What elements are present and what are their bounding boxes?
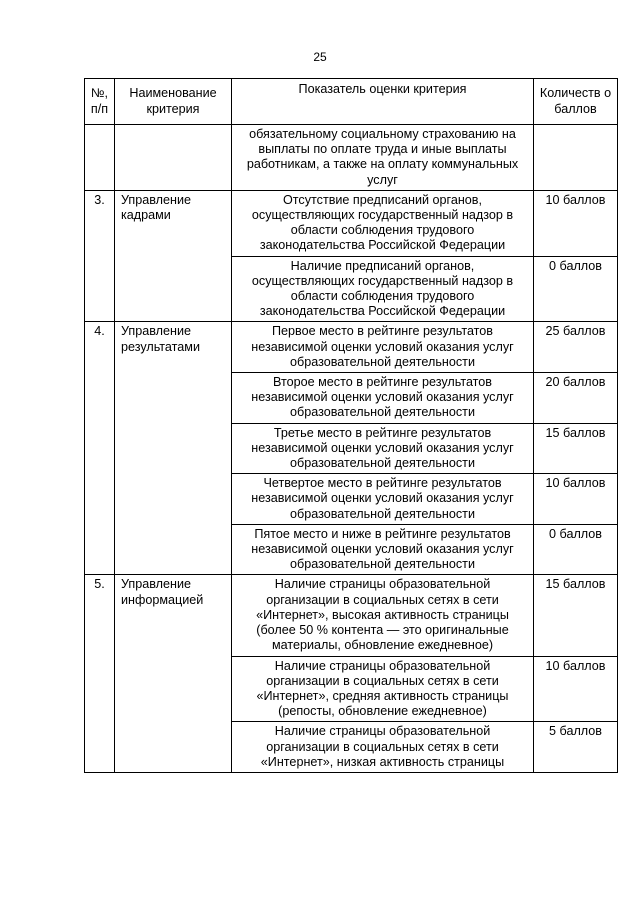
row-indicator: Четвертое место в рейтинге результатов независимой оценки условий оказания услуг образовательной деятельности	[232, 474, 534, 525]
header-num: №, п/п	[85, 79, 115, 125]
row-indicator: Наличие страницы образовательной организации в социальных сетях в сети «Интернет», низкая активность страницы	[232, 722, 534, 773]
row-indicator: Третье место в рейтинге результатов независимой оценки условий оказания услуг образовательной деятельности	[232, 423, 534, 474]
row-indicator: обязательному социальному страхованию на выплаты по оплате труда и иные выплаты работникам, а также на оплату коммунальных услуг	[232, 125, 534, 191]
row-points: 0 баллов	[534, 256, 618, 322]
row-points: 5 баллов	[534, 722, 618, 773]
row-indicator: Второе место в рейтинге результатов независимой оценки условий оказания услуг образовательной деятельности	[232, 373, 534, 424]
row-indicator: Наличие страницы образовательной организации в социальных сетях в сети «Интернет», средняя активность страницы (репосты, обновление ежедневное)	[232, 656, 534, 722]
row-points	[534, 125, 618, 191]
row-points: 10 баллов	[534, 474, 618, 525]
row-indicator: Первое место в рейтинге результатов независимой оценки условий оказания услуг образовательной деятельности	[232, 322, 534, 373]
header-points: Количеств о баллов	[534, 79, 618, 125]
row-name	[115, 125, 232, 191]
row-num	[85, 125, 115, 191]
row-points: 25 баллов	[534, 322, 618, 373]
row-indicator: Отсутствие предписаний органов, осуществляющих государственный надзор в области соблюдения трудового законодательства Российской Федерации	[232, 190, 534, 256]
row-name: Управление кадрами	[115, 190, 232, 322]
row-points: 10 баллов	[534, 656, 618, 722]
table-row	[85, 322, 618, 373]
row-num: 5.	[85, 575, 115, 772]
table-row	[85, 190, 618, 256]
table-row	[85, 575, 618, 656]
row-num: 4.	[85, 322, 115, 575]
page-number: 25	[313, 50, 327, 64]
row-name: Управление информацией	[115, 575, 232, 772]
row-points: 15 баллов	[534, 423, 618, 474]
row-name: Управление результатами	[115, 322, 232, 575]
row-indicator: Наличие предписаний органов, осуществляющих государственный надзор в области соблюдения трудового законодательства Российской Федерации	[232, 256, 534, 322]
row-points: 10 баллов	[534, 190, 618, 256]
table-header-row	[85, 79, 618, 125]
header-name: Наименование критерия	[115, 79, 232, 125]
table-row	[85, 125, 618, 191]
row-points: 15 баллов	[534, 575, 618, 656]
header-indicator: Показатель оценки критерия	[232, 79, 534, 125]
criteria-table	[84, 78, 618, 773]
row-indicator: Пятое место и ниже в рейтинге результатов независимой оценки условий оказания услуг образовательной деятельности	[232, 524, 534, 575]
row-indicator: Наличие страницы образовательной организации в социальных сетях в сети «Интернет», высокая активность страницы (более 50 % контента — это оригинальные материалы, обновление ежедневное)	[232, 575, 534, 656]
row-points: 20 баллов	[534, 373, 618, 424]
row-points: 0 баллов	[534, 524, 618, 575]
row-num: 3.	[85, 190, 115, 322]
